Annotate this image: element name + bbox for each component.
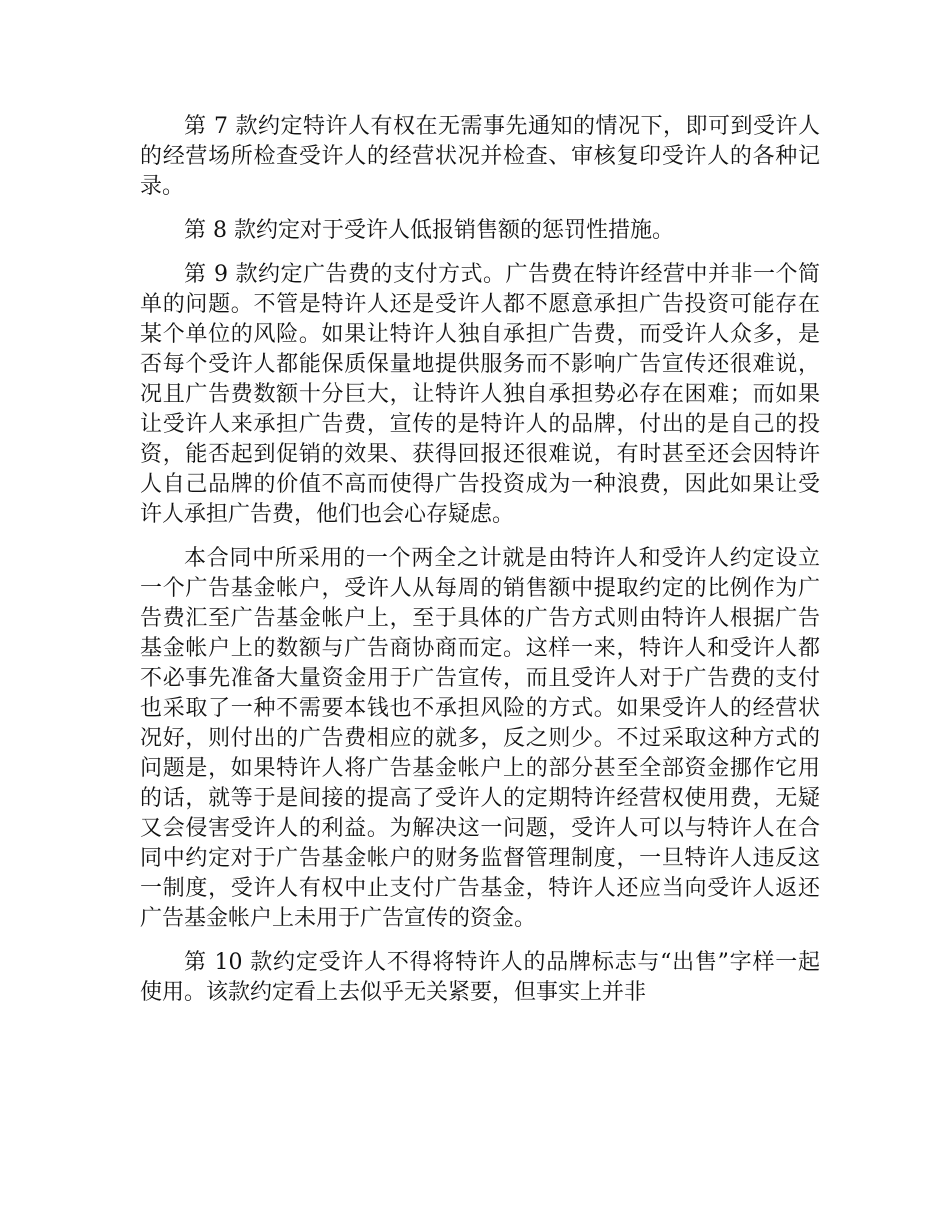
paragraph-ad-fund: 本合同中所采用的一个两全之计就是由特许人和受许人约定设立一个广告基金帐户，受许人从每周的销售额中提取约定的比例作为广告费汇至广告基金帐户上，至于具体的广告方式则由特许人根据广告基金帐户上的数额与广告商协商而定。这样一来，特许人和受许人都不必事先准备大量资金用于广告宣传，而且受许人对于广告费的支付也采取了一种不需要本钱也不承担风险的方式。如果受许人的经营状况好，则付出的广告费相应的就多，反之则少。不过采取这种方式的问题是，如果特许人将广告基金帐户上的部分甚至全部资金挪作它用的话，就等于是间接的提高了受许人的定期特许经营权使用费，无疑又会侵害受许人的利益。为解决这一问题，受许人可以与特许人在合同中约定对于广告基金帐户的财务监督管理制度，一旦特许人违反这一制度，受许人有权中止支付广告基金，特许人还应当向受许人返还广告基金帐户上未用于广告宣传的资金。	[140, 546, 820, 931]
paragraph-clause-10: 第 10 款约定受许人不得将特许人的品牌标志与“出售”字样一起使用。该款约定看上去似乎无关紧要，但事实上并非	[140, 950, 820, 1005]
paragraph-clause-8: 第 8 款约定对于受许人低报销售额的惩罚性措施。	[184, 218, 674, 243]
document-page	[140, 112, 820, 1022]
paragraph-clause-7: 第 7 款约定特许人有权在无需事先通知的情况下，即可到受许人的经营场所检查受许人的经营状况并检查、审核复印受许人的各种记录。	[140, 114, 820, 199]
paragraph-clause-9: 第 9 款约定广告费的支付方式。广告费在特许经营中并非一个简单的问题。不管是特许人还是受许人都不愿意承担广告投资可能存在某个单位的风险。如果让特许人独自承担广告费，而受许人众多，是否每个受许人都能保质保量地提供服务而不影响广告宣传还很难说，况且广告费数额十分巨大，让特许人独自承担势必存在困难；而如果让受许人来承担广告费，宣传的是特许人的品牌，付出的是自己的投资，能否起到促销的效果、获得回报还很难说，有时甚至还会因特许人自己品牌的价值不高而使得广告投资成为一种浪费，因此如果让受许人承担广告费，他们也会心存疑虑。	[140, 262, 820, 527]
